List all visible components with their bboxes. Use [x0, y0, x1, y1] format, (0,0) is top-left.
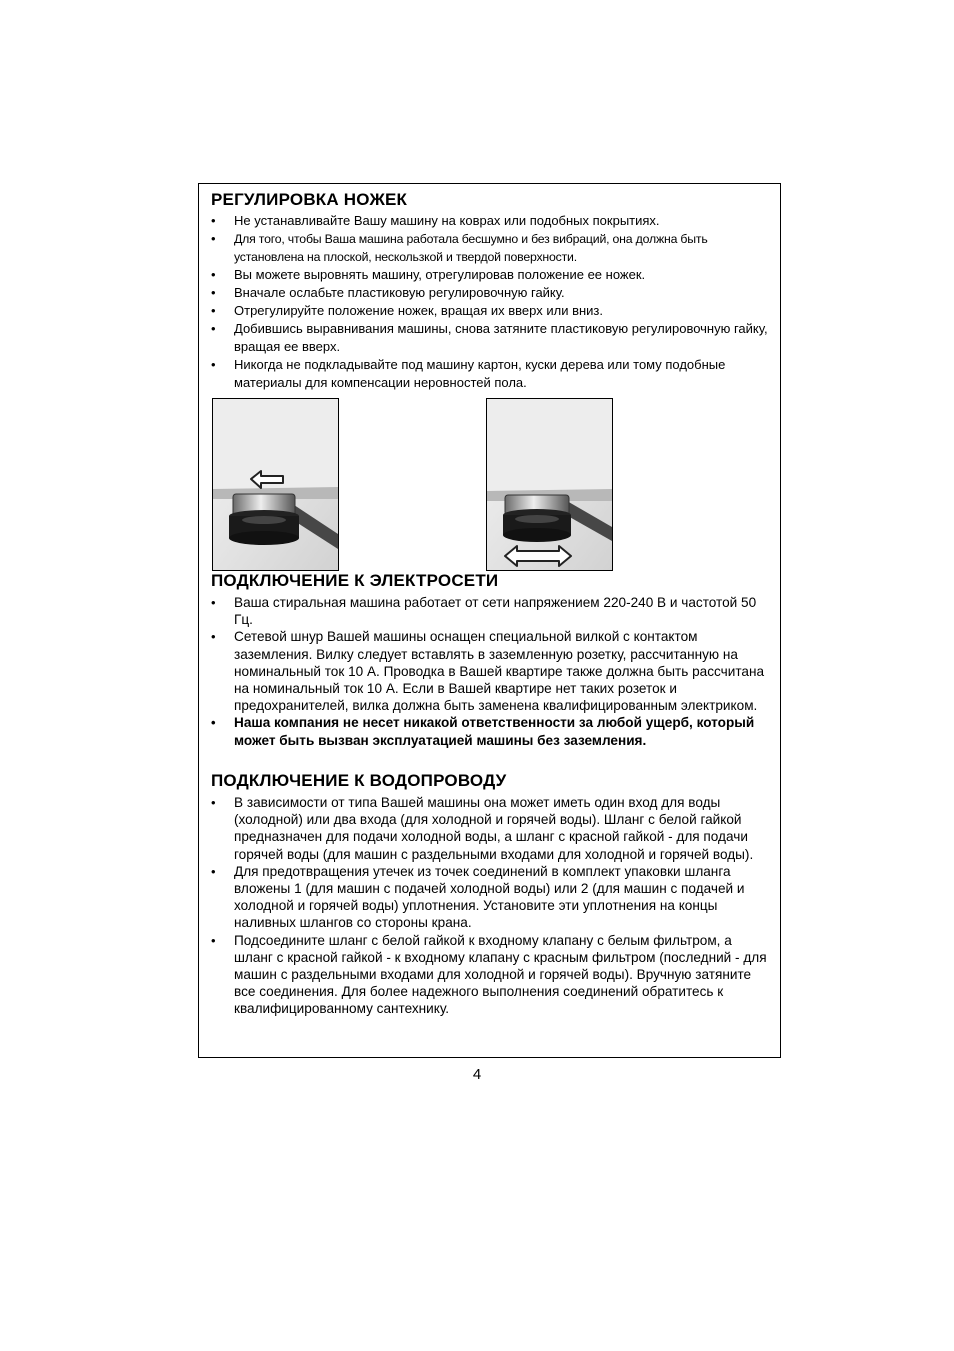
warning-item: • Наша компания не несет никакой ответственности за любой ущерб, который может быть вызван эксплуатацией машины без заземления.	[211, 714, 773, 748]
power-connection-list	[211, 594, 773, 749]
heading-feet-adjustment: РЕГУЛИРОВКА НОЖЕК	[211, 190, 408, 209]
list-item: • Для предотвращения утечек из точек соединений в комплект упаковки шланга вложены 1 (для машин с подачей холодной воды) или 2 (для машин с подачей и холодной и горячей воды) уплотнения. Установите эти уплотнения на концы наливных шлангов со стороны крана.	[211, 863, 773, 932]
list-item: • Подсоедините шланг с белой гайкой к входному клапану с белым фильтром, а шланг с красной гайкой - к входному клапану с красным фильтром (последний - для машин с раздельными входами для холодной и горячей воды). Вручную затяните все соединения. Для более надежного выполнения соединений обратитесь к квалифицированному сантехнику.	[211, 932, 773, 1018]
list-item: • Никогда не подкладывайте под машину картон, куски дерева или тому подобные материалы для компенсации неровностей пола.	[211, 356, 773, 392]
list-item: • Добившись выравнивания машины, снова затяните пластиковую регулировочную гайку, вращая ее вверх.	[211, 320, 773, 356]
water-connection-list	[211, 794, 773, 1018]
list-item: • Ваша стиральная машина работает от сети напряжением 220-240 В и частотой 50 Гц.	[211, 594, 773, 628]
feet-adjustment-list	[211, 212, 773, 392]
list-item: • Сетевой шнур Вашей машины оснащен специальной вилкой с контактом заземления. Вилку следует вставлять в заземленную розетку, рассчитанную на номинальный ток 10 А. Проводка в Вашей квартире также должна быть рассчитана на номинальный ток 10 А. Если в Вашей квартире нет таких розеток и предохранителей, вилка должна быть заменена квалифицированным электриком.	[211, 628, 773, 714]
list-item: • Не устанавливайте Вашу машину на коврах или подобных покрытиях.	[211, 212, 773, 230]
heading-power-connection: ПОДКЛЮЧЕНИЕ К ЭЛЕКТРОСЕТИ	[211, 571, 499, 590]
list-item: • Вначале ослабьте пластиковую регулировочную гайку.	[211, 284, 773, 302]
heading-water-connection: ПОДКЛЮЧЕНИЕ К ВОДОПРОВОДУ	[211, 771, 507, 790]
page-number: 4	[472, 1066, 482, 1083]
foot-loosen-photo	[212, 398, 339, 571]
list-item: • Для того, чтобы Ваша машина работала бесшумно и без вибраций, она должна быть установлена на плоской, нескользкой и твердой поверхности.	[211, 230, 773, 266]
list-item: • Вы можете выровнять машину, отрегулировав положение ее ножек.	[211, 266, 773, 284]
list-item: • В зависимости от типа Вашей машины она может иметь один вход для воды (холодной) или два входа (для холодной и горячей воды). Шланг с белой гайкой предназначен для подачи холодной воды, а шланг с красной гайкой - для подачи горячей воды (для машин с раздельными входами для холодной и горячей воды).	[211, 794, 773, 863]
foot-height-photo	[486, 398, 613, 571]
list-item: • Отрегулируйте положение ножек, вращая их вверх или вниз.	[211, 302, 773, 320]
